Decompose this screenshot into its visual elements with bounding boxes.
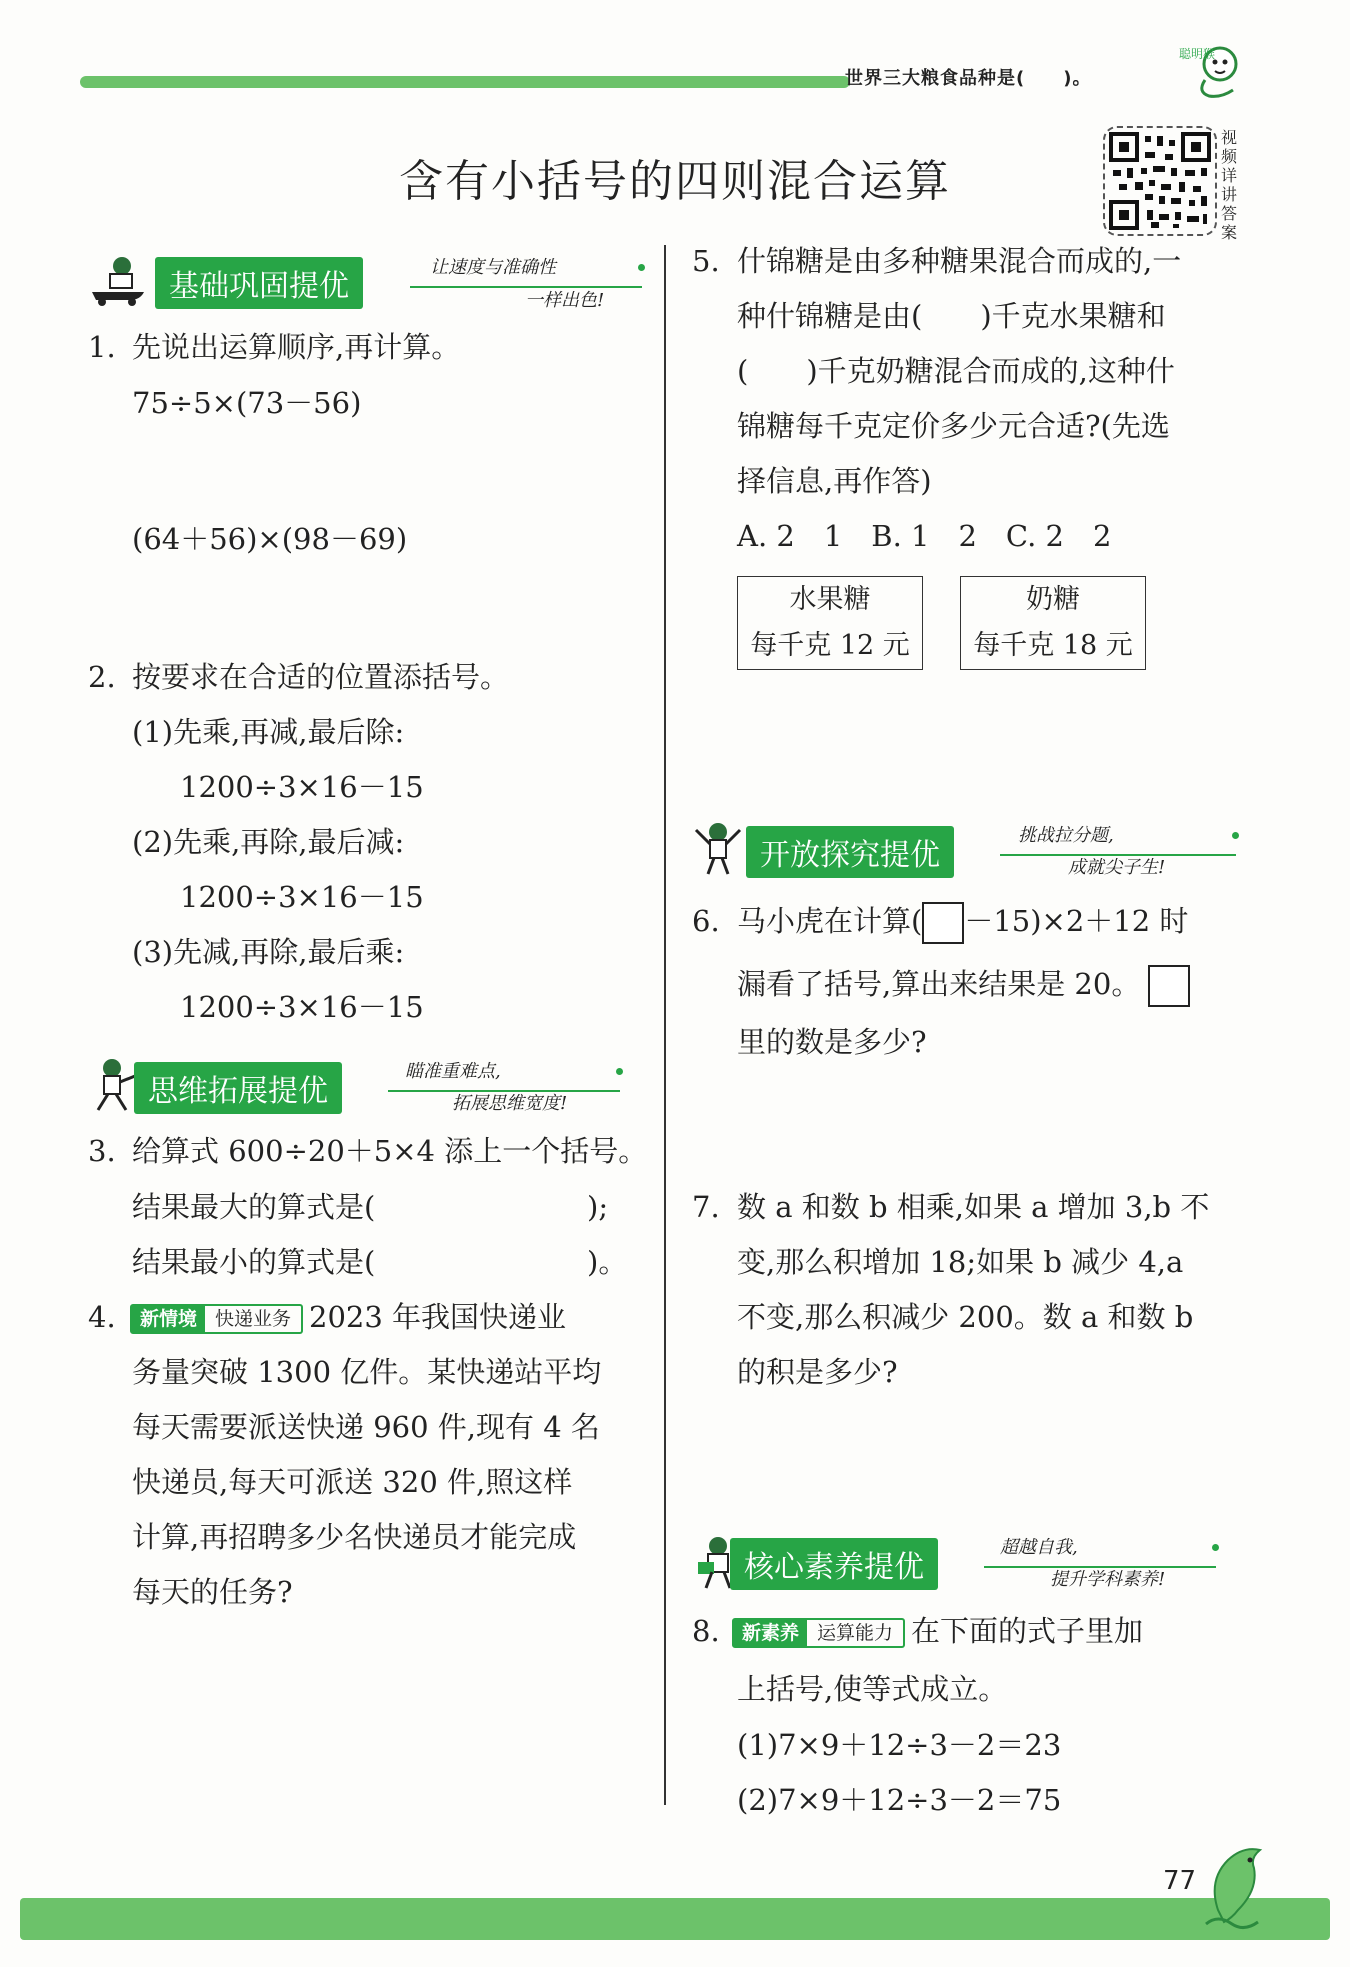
question-text: 计算,再招聘多少名快递员才能完成 — [132, 1520, 577, 1554]
question-text: 按要求在合适的位置添括号。 — [132, 660, 510, 694]
section-note: 一样出色! — [525, 290, 605, 311]
answer-options: A. 2 1 B. 1 2 C. 2 2 — [737, 519, 1112, 553]
question-number: 3. — [88, 1134, 116, 1168]
qr-label: 视频详讲答案 — [1220, 128, 1237, 242]
boy-on-skateboard-icon — [86, 252, 148, 308]
question-text: 给算式 600÷20＋5×4 添上一个括号。 — [132, 1134, 648, 1168]
question-text: 里的数是多少? — [737, 1025, 927, 1059]
qr-code[interactable] — [1103, 126, 1217, 236]
section-dot — [1232, 832, 1239, 839]
answer-line: 结果最大的算式是( — [132, 1190, 376, 1224]
price-card-title: 水果糖 — [789, 584, 871, 615]
section-dot — [1212, 1544, 1219, 1551]
question-text: 先说出运算顺序,再计算。 — [132, 330, 461, 364]
question-text: 快递员,每天可派送 320 件,照这样 — [132, 1465, 573, 1499]
sub-question: (2)先乘,再除,最后减: — [132, 825, 405, 859]
price-card-price: 每千克 12 元 — [750, 630, 910, 661]
answer-line: 结果最小的算式是( — [132, 1245, 376, 1279]
question-number: 8. — [692, 1614, 720, 1648]
question-text: 什锦糖是由多种糖果混合而成的,一 — [737, 244, 1182, 278]
section-note: 让速度与准确性 — [430, 257, 556, 278]
section-note: 超越自我, — [1000, 1537, 1078, 1558]
section-title-basic: 基础巩固提优 — [155, 257, 363, 309]
question-text: 锦糖每千克定价多少元合适?(先选 — [737, 409, 1170, 443]
question-number: 2. — [88, 660, 116, 694]
question-text: 上括号,使等式成立。 — [737, 1672, 1008, 1706]
section-note: 瞄准重难点, — [405, 1061, 501, 1082]
expression: (2)7×9＋12÷3－2＝75 — [737, 1783, 1062, 1817]
bottom-green-band — [20, 1898, 1330, 1940]
blank-box[interactable] — [1148, 965, 1190, 1007]
section-note: 提升学科素养! — [1050, 1569, 1166, 1590]
expression: (1)7×9＋12÷3－2＝23 — [737, 1728, 1062, 1762]
qr-code-icon — [1109, 132, 1211, 230]
sub-question: (3)先减,再除,最后乘: — [132, 935, 405, 969]
question-text: 数 a 和数 b 相乘,如果 a 增加 3,b 不 — [737, 1190, 1210, 1224]
answer-line-end: )。 — [587, 1245, 628, 1279]
price-card-price: 每千克 18 元 — [973, 630, 1133, 661]
answer-line-end: ); — [587, 1190, 609, 1224]
trivia-question: 世界三大粮食品种是( )。 — [845, 68, 1092, 89]
question-text: 务量突破 1300 亿件。某快递站平均 — [132, 1355, 602, 1389]
question-text: 每天需要派送快递 960 件,现有 4 名 — [132, 1410, 600, 1444]
question-text: ( )千克奶糖混合而成的,这种什 — [737, 354, 1175, 388]
section-note: 成就尖子生! — [1068, 857, 1166, 878]
section-note: 拓展思维宽度! — [452, 1093, 568, 1114]
question-number: 6. — [692, 904, 720, 938]
price-card-fruit-candy — [737, 576, 923, 670]
question-text: 择信息,再作答) — [737, 464, 932, 498]
expression: (64＋56)×(98－69) — [132, 522, 408, 556]
sub-question: (1)先乘,再减,最后除: — [132, 715, 405, 749]
expression: 75÷5×(73－56) — [132, 386, 362, 420]
page-title: 含有小括号的四则混合运算 — [399, 156, 951, 207]
section-title-core: 核心素养提优 — [730, 1538, 938, 1590]
cheering-boy-icon — [688, 820, 750, 876]
section-note: 挑战拉分题, — [1018, 825, 1114, 846]
monkey-mascot-icon — [1175, 40, 1245, 100]
expression: 1200÷3×16－15 — [180, 880, 424, 914]
question-text: 马小虎在计算( －15)×2＋12 时 — [737, 894, 1188, 949]
section-dot — [638, 264, 645, 271]
question-text: 种什锦糖是由( )千克水果糖和 — [737, 299, 1166, 333]
section-title-exploration: 开放探究提优 — [746, 826, 954, 878]
expression: 1200÷3×16－15 — [180, 770, 424, 804]
section-dot — [616, 1068, 623, 1075]
question-text: 新素养 运算能力 在下面的式子里加 — [730, 1604, 1143, 1659]
question-text: 不变,那么积减少 200。数 a 和数 b — [737, 1300, 1194, 1334]
question-text: 的积是多少? — [737, 1355, 898, 1389]
tag-new-context: 新情境 快递业务 — [130, 1304, 303, 1334]
question-number: 1. — [88, 330, 116, 364]
page-number: 77 — [1163, 1866, 1197, 1896]
column-divider — [664, 245, 666, 1805]
price-card-title: 奶糖 — [1026, 584, 1080, 615]
section-title-thinking: 思维拓展提优 — [134, 1062, 342, 1114]
tag-new-literacy: 新素养 运算能力 — [732, 1618, 905, 1648]
price-card-milk-candy — [960, 576, 1146, 670]
expression: 1200÷3×16－15 — [180, 990, 424, 1024]
question-text: 每天的任务? — [132, 1575, 293, 1609]
question-number: 5. — [692, 244, 720, 278]
question-text: 变,那么积增加 18;如果 b 减少 4,a — [737, 1245, 1184, 1279]
top-green-bar — [80, 76, 850, 88]
question-number: 4. — [88, 1300, 116, 1334]
dolphin-icon — [1198, 1840, 1278, 1930]
question-text: 新情境 快递业务 2023 年我国快递业 — [128, 1290, 566, 1345]
question-text: 漏看了括号,算出来结果是 20。 — [737, 957, 1190, 1012]
question-number: 7. — [692, 1190, 720, 1224]
blank-box[interactable] — [922, 902, 964, 944]
mascot-label: 聪明猴 — [1179, 47, 1216, 61]
